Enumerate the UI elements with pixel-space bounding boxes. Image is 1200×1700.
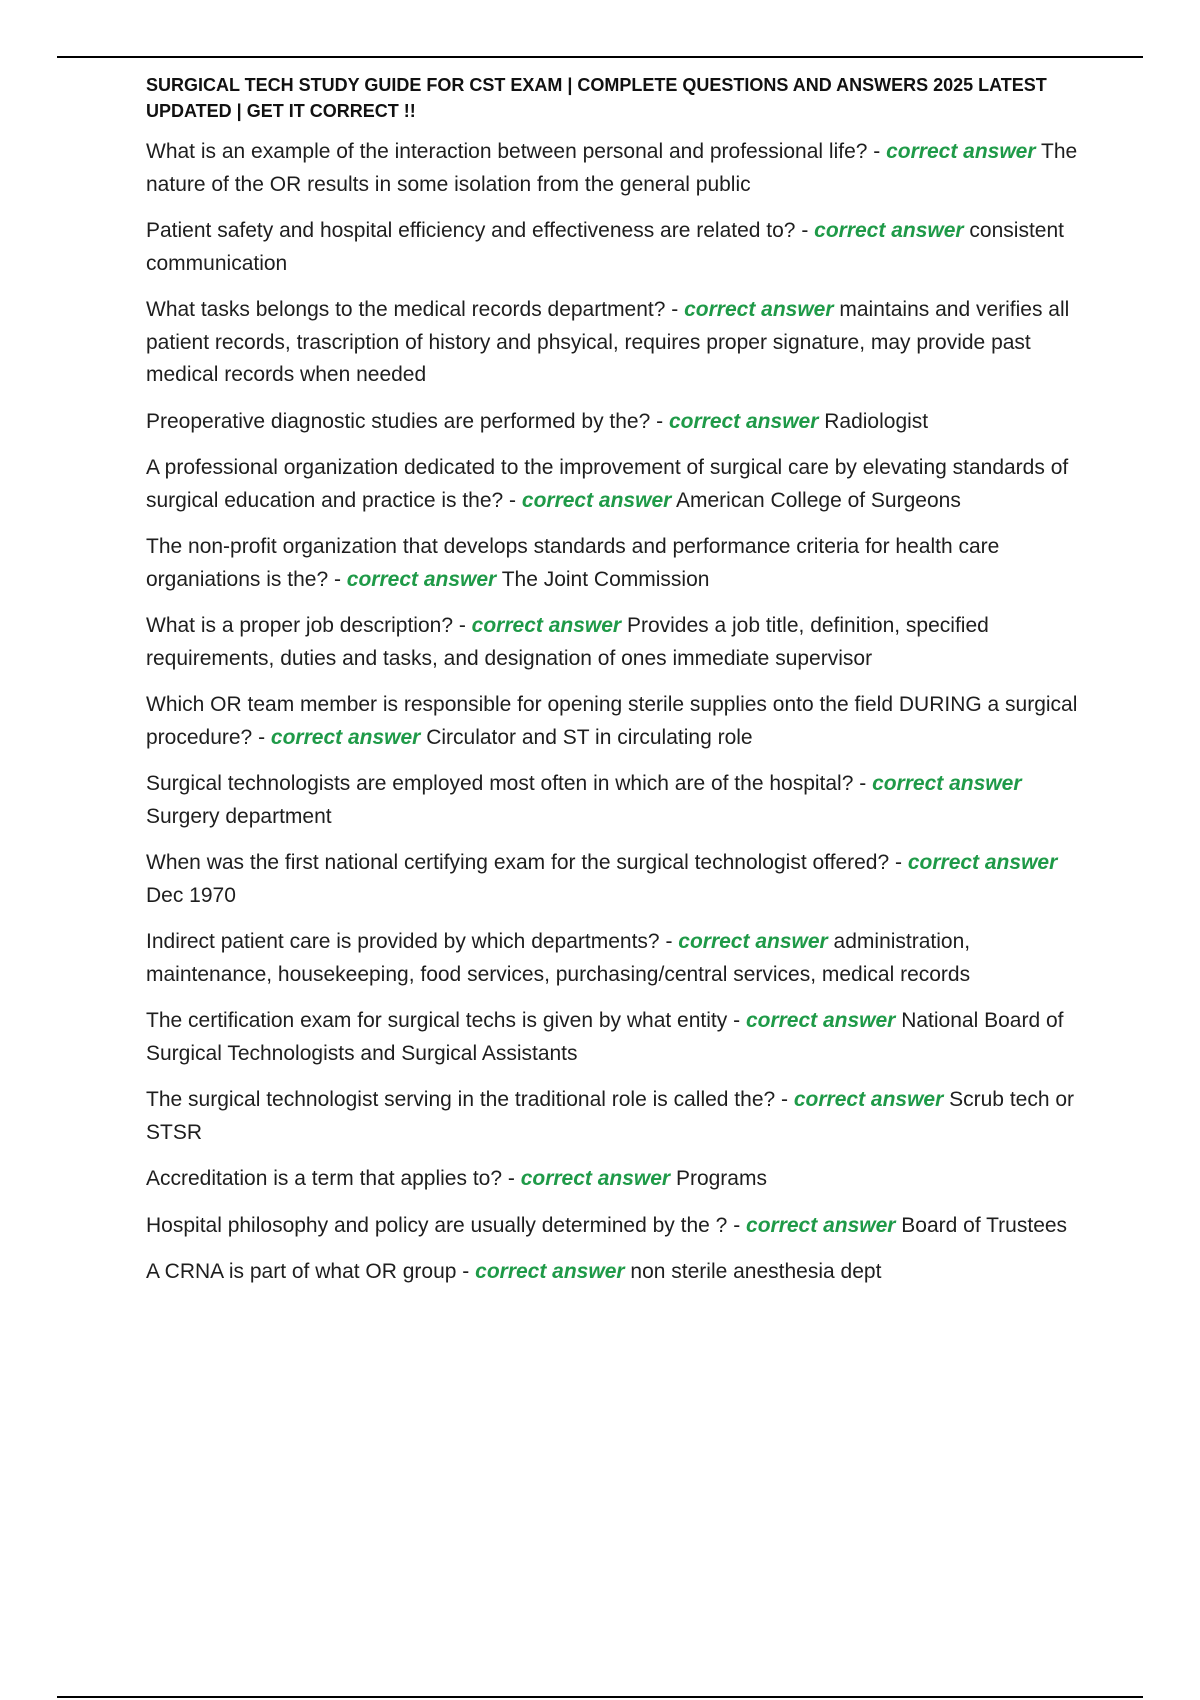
separator: -	[328, 567, 347, 591]
correct-answer-label: correct answer	[520, 1167, 671, 1190]
separator: -	[867, 140, 887, 163]
correct-answer-label: correct answer	[346, 567, 497, 591]
separator: -	[665, 298, 685, 321]
qa-item	[146, 689, 1096, 754]
qa-item	[146, 1163, 1096, 1196]
qa-item	[146, 610, 1096, 675]
question-text: The non-profit organization that develops standards and performance criteria for health care organiations is the?	[146, 535, 1000, 591]
separator: -	[659, 930, 679, 953]
question-text: Accreditation is a term that applies to?	[146, 1167, 503, 1190]
correct-answer-label: correct answer	[521, 488, 672, 512]
question-text: A CRNA is part of what OR group	[146, 1260, 457, 1283]
question-text: Patient safety and hospital efficiency and effectiveness are related to?	[146, 219, 796, 242]
qa-item	[146, 215, 1096, 280]
answer-text: Circulator and ST in circulating role	[426, 725, 753, 749]
question-text: What is a proper job description?	[146, 614, 453, 637]
correct-answer-label: correct answer	[668, 409, 819, 433]
correct-answer-label: correct answer	[475, 1260, 625, 1283]
answer-text: non sterile anesthesia dept	[630, 1260, 882, 1283]
correct-answer-label: correct answer	[684, 298, 834, 321]
question-text: Indirect patient care is provided by which departments?	[146, 930, 660, 953]
qa-item	[146, 768, 1096, 833]
separator: -	[795, 219, 815, 242]
correct-answer-label: correct answer	[746, 1213, 896, 1237]
correct-answer-label: correct answer	[270, 725, 421, 749]
answer-text: administration, maintenance, housekeeping, food services, purchasing/central services, medical records	[146, 930, 971, 986]
question-text: The surgical technologist serving in the traditional role is called the?	[146, 1088, 776, 1111]
answer-text: consistent communication	[146, 219, 1064, 275]
separator: -	[503, 488, 522, 512]
separator: -	[727, 1009, 746, 1032]
question-text: Surgical technologists are employed most often in which are of the hospital?	[146, 772, 854, 795]
question-text: When was the first national certifying exam for the surgical technologist offered?	[146, 851, 890, 874]
qa-item	[146, 926, 1096, 991]
question-text: A professional organization dedicated to the improvement of surgical care by elevating standards of surgical education and practice is the?	[146, 456, 1069, 512]
answer-text: National Board of Surgical Technologists and Surgical Assistants	[146, 1009, 1064, 1065]
answer-text: The nature of the OR results in some isolation from the general public	[146, 140, 1078, 196]
question-text: What tasks belongs to the medical records department?	[146, 298, 666, 321]
qa-item	[146, 1256, 1096, 1289]
qa-list	[146, 136, 1096, 1289]
qa-item	[146, 1084, 1096, 1149]
correct-answer-label: correct answer	[872, 772, 1022, 795]
answer-text: Radiologist	[824, 409, 929, 433]
answer-text: maintains and verifies all patient records, trascription of history and phsyical, requires proper signature, may provide past medical records when needed	[146, 298, 1070, 386]
correct-answer-label: correct answer	[886, 140, 1036, 163]
correct-answer-label: correct answer	[793, 1088, 944, 1111]
separator: -	[650, 409, 669, 433]
qa-item	[146, 452, 1096, 517]
answer-text: The Joint Commission	[501, 567, 710, 591]
separator: -	[889, 851, 908, 874]
bottom-divider	[57, 1696, 1143, 1698]
question-text: The certification exam for surgical techs is given by what entity	[146, 1009, 728, 1032]
top-divider	[57, 56, 1143, 58]
question-text: Which OR team member is responsible for opening sterile supplies onto the field DURING a surgical procedure?	[146, 693, 1078, 749]
qa-item	[146, 294, 1096, 392]
separator: -	[502, 1167, 521, 1190]
answer-text: Scrub tech or STSR	[146, 1088, 1075, 1144]
question-text: What is an example of the interaction between personal and professional life?	[146, 140, 868, 163]
qa-item	[146, 1005, 1096, 1070]
qa-item	[146, 1210, 1096, 1243]
answer-text: Programs	[675, 1167, 767, 1190]
qa-item	[146, 136, 1096, 201]
separator: -	[453, 614, 472, 637]
correct-answer-label: correct answer	[907, 851, 1058, 874]
answer-text: Provides a job title, definition, specified requirements, duties and tasks, and designation of ones immediate supervisor	[146, 614, 989, 670]
document-body	[146, 72, 1096, 1303]
qa-item	[146, 847, 1096, 912]
answer-text: Board of Trustees	[901, 1213, 1068, 1237]
correct-answer-label: correct answer	[814, 219, 964, 242]
document-title: SURGICAL TECH STUDY GUIDE FOR CST EXAM | COMPLETE QUESTIONS AND ANSWERS 2025 LATEST UPDATED | GET IT CORRECT !!	[146, 75, 1047, 121]
answer-text: Dec 1970	[146, 883, 236, 907]
correct-answer-label: correct answer	[745, 1009, 896, 1032]
answer-text: Surgery department	[146, 804, 332, 828]
question-text: Preoperative diagnostic studies are performed by the?	[146, 409, 651, 433]
separator: -	[456, 1260, 476, 1283]
qa-item	[146, 531, 1096, 596]
correct-answer-label: correct answer	[471, 614, 622, 637]
separator: -	[775, 1088, 794, 1111]
correct-answer-label: correct answer	[678, 930, 828, 953]
separator: -	[727, 1213, 747, 1237]
answer-text: American College of Surgeons	[676, 488, 961, 512]
question-text: Hospital philosophy and policy are usually determined by the ?	[146, 1213, 728, 1237]
separator: -	[252, 725, 271, 749]
qa-item	[146, 406, 1096, 439]
separator: -	[853, 772, 873, 795]
